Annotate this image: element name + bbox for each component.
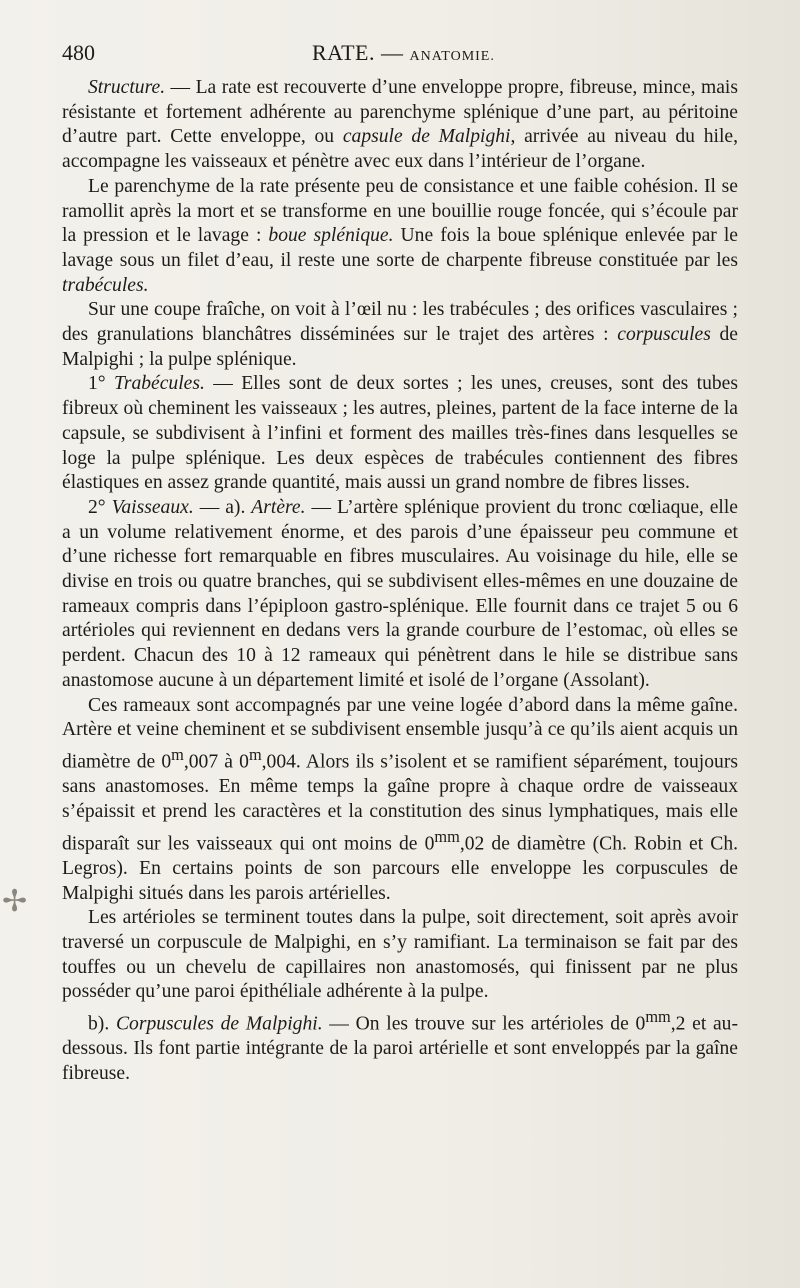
paragraph-rameaux bbox=[62, 694, 738, 907]
paragraph-text: — Elles sont de deux sortes ; les unes, creuses, sont des tubes fibreux où cheminent les vaisseaux ; les autres, pleines, partent de la face interne de la capsule, se subdivisent à l’infini et forment des mailles très-fines dans lesquelles se loge la pulpe splénique. Les deux espèces de trabécules contiennent des fibres élastiques en assez grande quantité, mais aussi un grand nombre de fibres lisses. bbox=[62, 373, 738, 494]
paragraph-text: de Malpighi ; la pulpe splénique. bbox=[62, 324, 738, 370]
paragraph-text: — On les trouve sur les artérioles de 0 bbox=[322, 1013, 646, 1035]
section-heading: Vaisseaux. bbox=[111, 496, 194, 518]
paragraph-text: , arrivée au niveau du hile, accompagne les vaisseaux et pénètre avec eux dans l’intérieur de l’organe. bbox=[62, 126, 738, 173]
subsection-heading: Artère. bbox=[251, 496, 306, 518]
page-number: 480 bbox=[62, 40, 95, 65]
paragraph-text: Le parenchyme de la rate présente peu de consistance et une faible cohésion. Il se ramollit après la mort et se transforme en une bouillie rouge foncée, qui s’écoule par la pression et le lavage : bbox=[62, 175, 738, 247]
paragraph-corpuscules bbox=[62, 1005, 738, 1087]
paragraph-text: ,02 de diamètre (Ch. Robin et Ch. Legros). En certains points de son parcours elle enveloppe les corpuscules de Malpighi situés dans les parois artérielles. bbox=[62, 833, 739, 904]
paragraph-structure bbox=[62, 76, 738, 175]
header-subtitle: ANATOMIE. bbox=[409, 49, 495, 64]
unit-superscript: m bbox=[171, 744, 184, 764]
paragraph-text: Ces rameaux sont accompagnés par une veine logée d’abord dans la même gaîne. Artère et veine cheminent et se subdivisent ensemble jusqu’à ce qu’ils aient acquis un diamètre de 0 bbox=[62, 694, 738, 773]
margin-mark-icon: ✢ bbox=[2, 885, 28, 918]
unit-superscript: m bbox=[248, 744, 262, 764]
italic-term: corpuscules bbox=[617, 324, 711, 346]
header-separator: — bbox=[375, 40, 410, 65]
italic-term: capsule de Malpighi bbox=[342, 126, 511, 148]
italic-term: trabécules. bbox=[62, 274, 149, 296]
paragraph-text: ,004. Alors ils s’isolent et se ramifient séparément, toujours sans anastomoses. En même temps la gaîne propre à chaque ordre de vaisseaux s’épaissit et prend les caractères et la constitution des sinus lymphatiques, mais elle disparaît sur les vaisseaux qui ont moins de 0 bbox=[62, 751, 738, 855]
paragraph-text: ,2 et au-dessous. Ils font partie intégrante de la paroi artérielle et sont enveloppés par la gaîne fibreuse. bbox=[62, 1013, 739, 1085]
item-number: 2° bbox=[88, 496, 112, 518]
header-title: RATE. bbox=[312, 40, 375, 65]
unit-superscript: mm bbox=[645, 1007, 671, 1027]
paragraph-parenchyme bbox=[62, 175, 738, 299]
paragraph-text: Une fois la boue splénique enlevée par le lavage sous un filet d’eau, il reste une sorte de charpente fibreuse constituée par les bbox=[62, 225, 738, 271]
paragraph-trabecules bbox=[62, 372, 738, 496]
running-header bbox=[62, 40, 738, 72]
paragraph-text: — La rate est recouverte d’une enveloppe propre, fibreuse, mince, mais résistante et fortement adhérente au parenchyme splénique d’une part, au péritoine d’autre part. Cette enveloppe, ou bbox=[62, 77, 738, 148]
paragraph-text: Sur une coupe fraîche, on voit à l’œil nu : les trabécules ; des orifices vasculaires ; des granulations blanchâtres disséminées sur le trajet des artères : bbox=[62, 299, 738, 346]
paragraph-vaisseaux bbox=[62, 496, 738, 694]
section-heading: Structure. bbox=[88, 77, 166, 98]
item-number: b). bbox=[88, 1013, 116, 1035]
subsection-heading: Corpuscules de Malpighi. bbox=[115, 1013, 323, 1035]
item-number: 1° bbox=[88, 373, 114, 395]
text-body bbox=[62, 76, 738, 1087]
running-title bbox=[312, 40, 495, 66]
italic-term: boue splénique. bbox=[268, 225, 394, 247]
paragraph-text: ,007 à 0 bbox=[183, 751, 249, 773]
paragraph-text: — a). bbox=[193, 496, 252, 518]
unit-superscript: mm bbox=[434, 826, 460, 846]
paragraph-coupe bbox=[62, 298, 738, 372]
paragraph-text: — L’artère splénique provient du tronc cœliaque, elle a un volume relativement énorme, et des parois d’une épaisseur peu commune et d’une richesse fort remarquable en fibres musculaires. Au voisinage du hile, elle se divise en trois ou quatre branches, qui se subdivisent elles-mêmes en une douzaine de rameaux compris dans l’épiploon gastro-splénique. Elle fournit dans ce trajet 5 ou 6 artérioles qui reviennent en dedans vers la grande courbure de l’estomac, où elles se perdent. Chacun des 10 à 12 rameaux qui pénètrent dans le hile se distribue sans anastomose aucune à un département limité et isolé de l’organe (Assolant). bbox=[62, 496, 738, 691]
section-heading: Trabécules. bbox=[114, 373, 205, 395]
paragraph-text: Les artérioles se terminent toutes dans la pulpe, soit directement, soit après avoir traversé un corpuscule de Malpighi, en s’y ramifiant. La terminaison se fait par des touffes ou un chevelu de capillaires non anastomosés, qui finissent par ne plus posséder qu’une paroi épithéliale adhérente à la pulpe. bbox=[62, 907, 738, 1003]
paragraph-arterioles bbox=[62, 906, 738, 1005]
